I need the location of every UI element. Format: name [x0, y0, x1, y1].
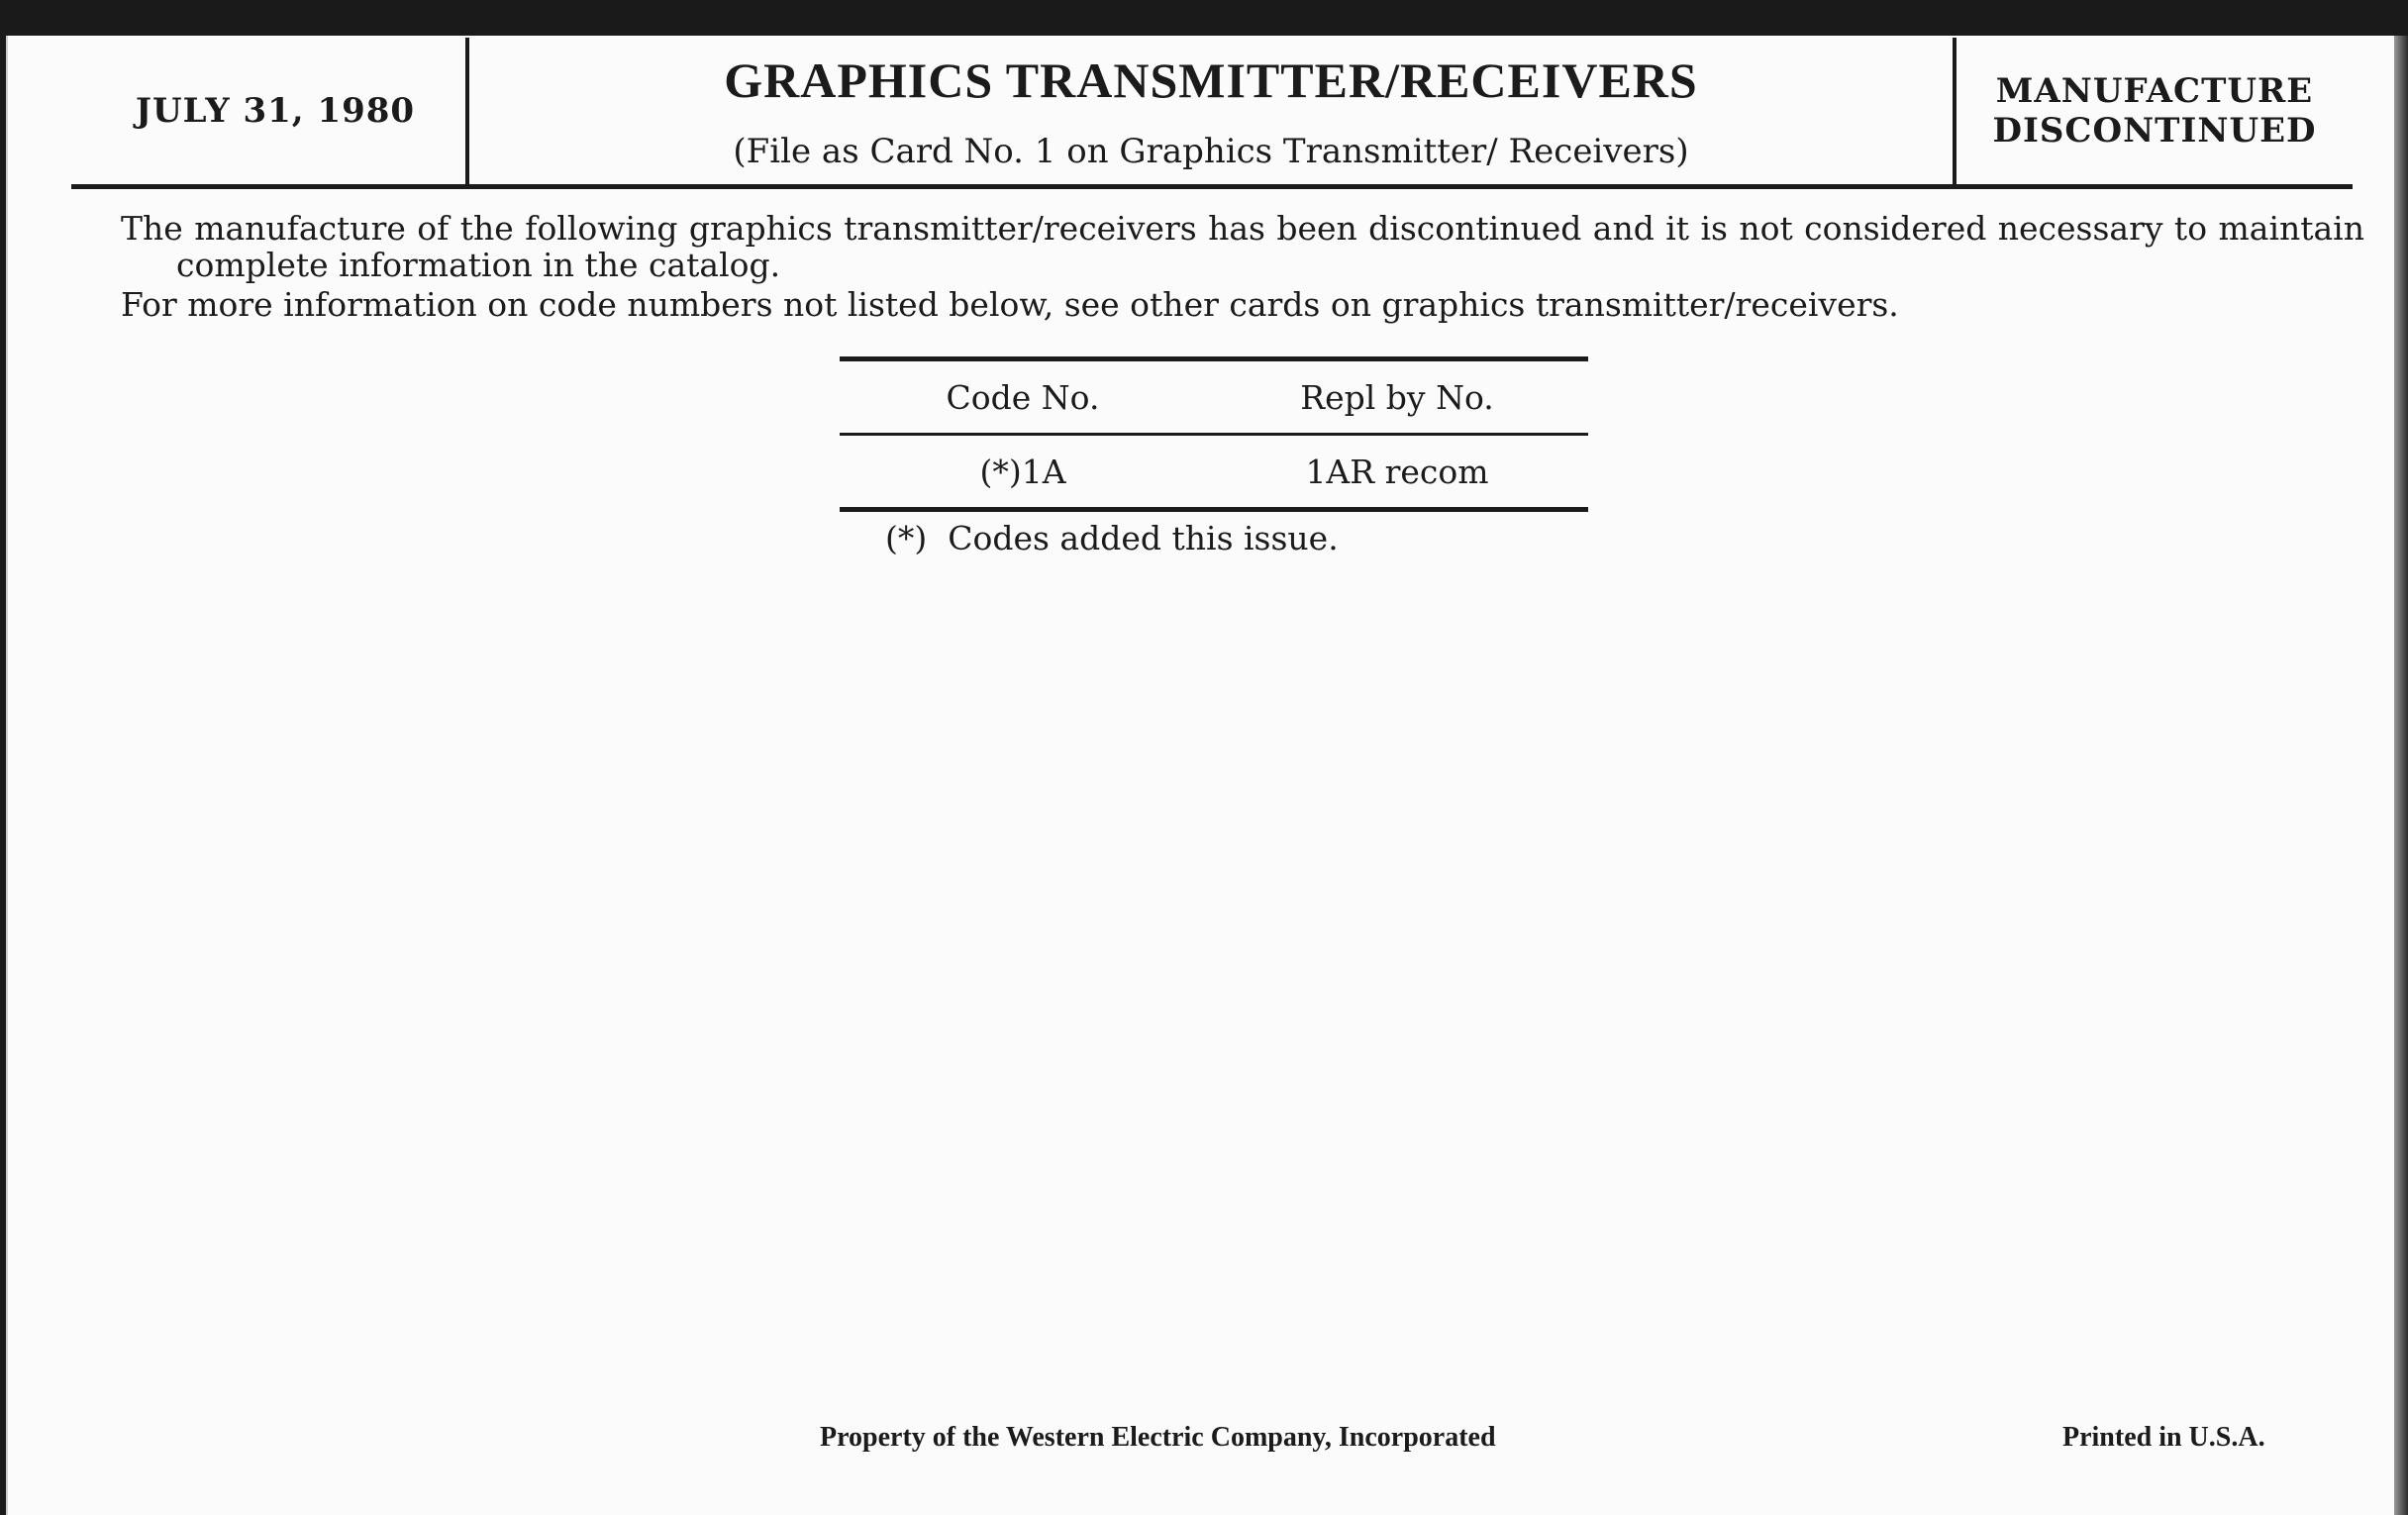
status-line-2: DISCONTINUED — [1992, 111, 2317, 151]
footnote-marker: (*) — [885, 519, 928, 557]
intro-paragraph: The manufacture of the following graphics transmitter/receivers has been discontinued and it is not considered necessary to maintain complete information in the catalog. — [121, 209, 2364, 284]
header-center — [469, 52, 1953, 171]
footnote-text: Codes added this issue. — [948, 519, 1339, 557]
status-line-1: MANUFACTURE — [1995, 71, 2314, 111]
replacement-cell: 1AR recom — [1305, 452, 1489, 491]
replacement-table — [840, 356, 1588, 512]
column-header-replacement: Repl by No. — [1300, 377, 1494, 417]
table-header-row — [840, 361, 1588, 433]
card-edge-shadow — [2394, 36, 2408, 1515]
property-notice: Property of the Western Electric Company, Incorporated — [820, 1422, 1496, 1453]
printed-notice: Printed in U.S.A. — [2062, 1422, 2265, 1453]
page-subtitle: (File as Card No. 1 on Graphics Transmitter/ Receivers) — [733, 132, 1689, 171]
catalog-card — [6, 36, 2404, 1515]
issue-date: JULY 31, 1980 — [135, 91, 416, 131]
table-bottom-rule — [840, 507, 1588, 512]
table-row — [840, 436, 1588, 507]
header-rule — [71, 184, 2353, 189]
info-paragraph: For more information on code numbers not listed below, see other cards on graphics transmitter/receivers. — [121, 285, 1899, 324]
page-title: GRAPHICS TRANSMITTER/RECEIVERS — [724, 52, 1698, 108]
status-label — [1956, 36, 2353, 186]
code-cell: (*)1A — [979, 452, 1066, 491]
table-footnote — [885, 519, 1339, 557]
column-header-code: Code No. — [946, 377, 1100, 417]
